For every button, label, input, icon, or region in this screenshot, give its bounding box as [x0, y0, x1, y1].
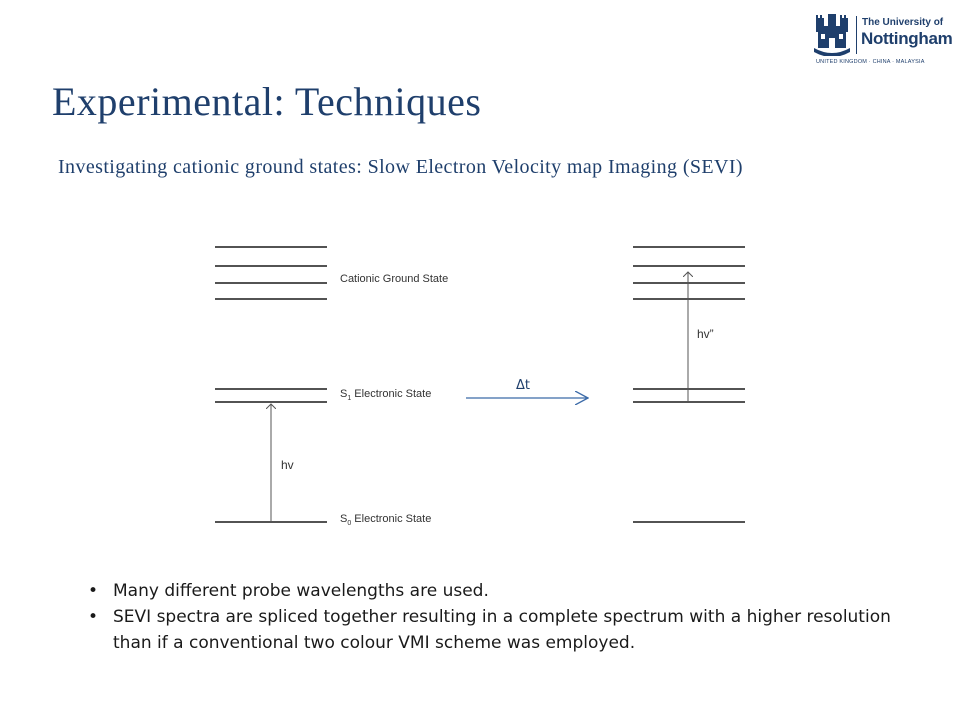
- s0-subscript: 0: [347, 520, 352, 527]
- delay-label: Δt: [516, 378, 530, 393]
- logo-line2: Nottingham: [861, 29, 953, 48]
- bullet-list: [88, 578, 918, 656]
- bullet-text: Many different probe wavelengths are used.: [113, 581, 489, 601]
- bullet-text: SEVI spectra are spliced together resulting in a complete spectrum with a higher resolution than if a conventional two colour VMI scheme was employed.: [113, 607, 891, 653]
- logo-line1: The University of: [862, 17, 944, 28]
- left-cationic-levels: [215, 247, 327, 299]
- bullet-item: [88, 604, 918, 656]
- s1-suffix: Electronic State: [351, 388, 432, 400]
- s0-label: [340, 513, 431, 527]
- left-s1-levels: [215, 389, 327, 402]
- pump-label: hv: [281, 458, 294, 472]
- slide-subtitle: Investigating cationic ground states: Slow Electron Velocity map Imaging (SEVI): [58, 156, 743, 178]
- right-cationic-levels: [633, 247, 745, 299]
- bullet-dot: •: [88, 581, 99, 601]
- s1-prefix: S: [340, 388, 348, 400]
- logo-tagline: UNITED KINGDOM · CHINA · MALAYSIA: [816, 59, 925, 65]
- s0-prefix: S: [340, 513, 348, 525]
- s0-suffix: Electronic State: [351, 513, 432, 525]
- right-s1-levels: [633, 389, 745, 402]
- bullet-item: [88, 578, 918, 604]
- s1-subscript: 1: [347, 395, 352, 402]
- probe-label: hv”: [697, 327, 714, 341]
- slide-title: Experimental: Techniques: [52, 79, 482, 124]
- cationic-label: Cationic Ground State: [340, 273, 449, 285]
- s1-label: [340, 388, 431, 402]
- bullet-dot: •: [88, 607, 99, 627]
